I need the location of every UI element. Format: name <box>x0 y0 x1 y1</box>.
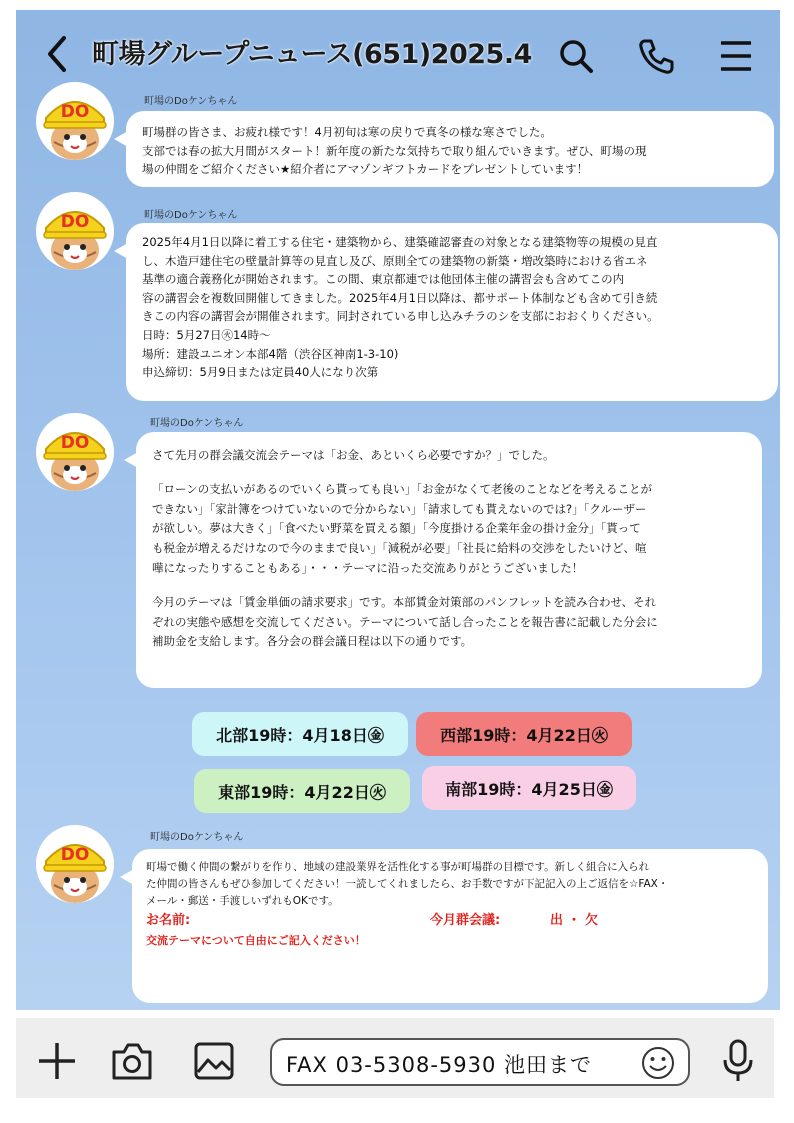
message-line: 場所：建設ユニオン本部4階（渋谷区神南1-3-10) <box>142 346 399 361</box>
message-line: 「ローンの支払いがあるのでいくら貰っても良い」「お金がなくて老後のことなどを考えることが <box>152 481 653 496</box>
message-line: し、木造戸建住宅の壁量計算等の見直し及び、原則全ての建築物の新築・増改築時における省エネ <box>142 253 648 268</box>
message-line: が欲しい。夢は大きく」「食べたい野菜を買える額」「今度掛ける企業年金の掛け金分」「貰って <box>152 521 641 536</box>
schedule-pill-west: 西部19時：4月22日㊋ <box>416 712 632 756</box>
sender-name: 町場のDoケンちゃん <box>144 210 238 221</box>
message-line: きこの内容の講習会が開催されます。同封されている申し込みチラのシを支部におおくりください。 <box>142 309 659 324</box>
message-line: さて先月の群会議交流会テーマは「お金、あといくら必要ですか？」でした。 <box>152 448 555 462</box>
meeting-label[interactable]: 今月群会議: <box>430 913 501 928</box>
back-arrow-icon[interactable] <box>38 32 78 76</box>
sender-name: 町場のDoケンちゃん <box>150 832 244 843</box>
message-line: 支部では春の拡大月間がスタート！新年度の新たな気持ちで取り組んでいきます。ぜひ、町場の現 <box>142 143 647 158</box>
chat-header <box>16 10 780 92</box>
bubble-tail <box>114 243 128 259</box>
message-bubble <box>126 223 778 401</box>
plus-icon[interactable] <box>36 1040 78 1082</box>
message-line: た仲間の皆さんもぜひ参加してください！一読してくれましたら、お手数ですが下記記入の上ご返信を☆FAX・ <box>146 878 669 890</box>
cat-mascot-icon <box>36 192 114 270</box>
bubble-tail <box>120 869 134 885</box>
search-icon[interactable] <box>556 36 596 76</box>
attendance-options[interactable]: 出 ・ 欠 <box>550 913 599 928</box>
message-line: 2025年4月1日以降に着工する住宅・建築物から、建築確認審査の対象となる建築物等の規模の見直 <box>142 235 658 249</box>
message-bubble <box>136 432 762 688</box>
smiley-icon[interactable] <box>640 1045 676 1081</box>
cat-mascot-icon <box>36 413 114 491</box>
camera-icon[interactable] <box>110 1040 154 1082</box>
bubble-tail <box>124 452 138 468</box>
menu-icon[interactable] <box>716 36 756 76</box>
message-line <box>152 579 750 593</box>
cat-mascot-icon <box>36 825 114 903</box>
microphone-icon[interactable] <box>720 1038 756 1084</box>
chat-screen <box>16 10 780 1010</box>
free-comment-note: 交流テーマについて自由にご記入ください！ <box>146 934 366 947</box>
message-line: 嘩になったりすることもある」・・・テーマに沿った交流ありがとうございました！ <box>152 560 584 575</box>
sender-name: 町場のDoケンちゃん <box>144 96 238 107</box>
message-line <box>152 466 750 480</box>
avatar[interactable] <box>36 825 114 903</box>
message-input-text: FAX 03-5308-5930 池田まで <box>286 1053 593 1077</box>
phone-icon[interactable] <box>636 36 676 76</box>
message-line: ぞれの実態や感想を交流してください。テーマについて話し合ったことを報告書に記載した分会に <box>152 614 658 629</box>
message-line: 補助金を支給します。各分会の群会議日程は以下の通りです。 <box>152 634 473 649</box>
sender-name: 町場のDoケンちゃん <box>150 418 244 429</box>
image-icon[interactable] <box>192 1040 236 1082</box>
message-input[interactable] <box>270 1038 690 1086</box>
message-line: 町場で働く仲間の繋がりを作り、地域の建設業界を活性化する事が町場群の目標です。新しく組合に入られ <box>146 861 650 873</box>
svg-text:DO: DO <box>60 212 90 232</box>
message-line: メール・郵送・手渡しいずれもOKです。 <box>146 895 339 907</box>
message-input-bar <box>16 1018 774 1098</box>
message-bubble <box>126 111 774 187</box>
message-line: 場の仲間をご紹介ください★紹介者にアマゾンギフトカードをプレゼントしています！ <box>142 162 589 177</box>
message-line: 容の講習会を複数回開催してきました。2025年4月1日以降は、都サポート体制なども含めて引き続 <box>142 290 658 305</box>
chat-title: 町場グループニュース(651)2025.4 <box>92 39 532 70</box>
avatar[interactable] <box>36 192 114 270</box>
schedule-pill-south: 南部19時：4月25日㊎ <box>422 766 636 810</box>
cat-mascot-icon <box>36 82 114 160</box>
svg-text:DO: DO <box>60 102 90 122</box>
avatar[interactable] <box>36 413 114 491</box>
schedule-pill-east: 東部19時：4月22日㊋ <box>194 769 410 813</box>
svg-text:DO: DO <box>60 845 90 865</box>
schedule-pill-north: 北部19時：4月18日㊎ <box>192 712 408 756</box>
message-line: も税金が増えるだけなので今のままで良い」「減税が必要」「社長に給料の交渉をしたいけど、喧 <box>152 541 647 556</box>
message-line: 日時：5月27日㊋14時～ <box>142 327 271 342</box>
message-line: 基準の適合義務化が開始されます。この間、東京都連では他団体主催の講習会も含めてこの内 <box>142 272 625 287</box>
avatar[interactable] <box>36 82 114 160</box>
bubble-tail <box>114 131 128 147</box>
form-row <box>146 910 758 932</box>
message-line: できない」「家計簿をつけていないので分からない」「請求しても貰えないのでは?」「クルーザー <box>152 501 647 516</box>
message-line: 町場群の皆さま、お疲れ様です！4月初旬は寒の戻りで真冬の様な寒さでした。 <box>142 125 552 139</box>
name-label: お名前: <box>146 913 191 928</box>
svg-text:DO: DO <box>60 433 90 453</box>
message-bubble <box>132 849 768 1003</box>
message-line: 申込締切：5月9日または定員40人になり次第 <box>142 365 379 380</box>
message-line: 今月のテーマは「賃金単価の請求要求」です。本部賃金対策部のパンフレットを読み合わせ、それ <box>152 594 657 609</box>
